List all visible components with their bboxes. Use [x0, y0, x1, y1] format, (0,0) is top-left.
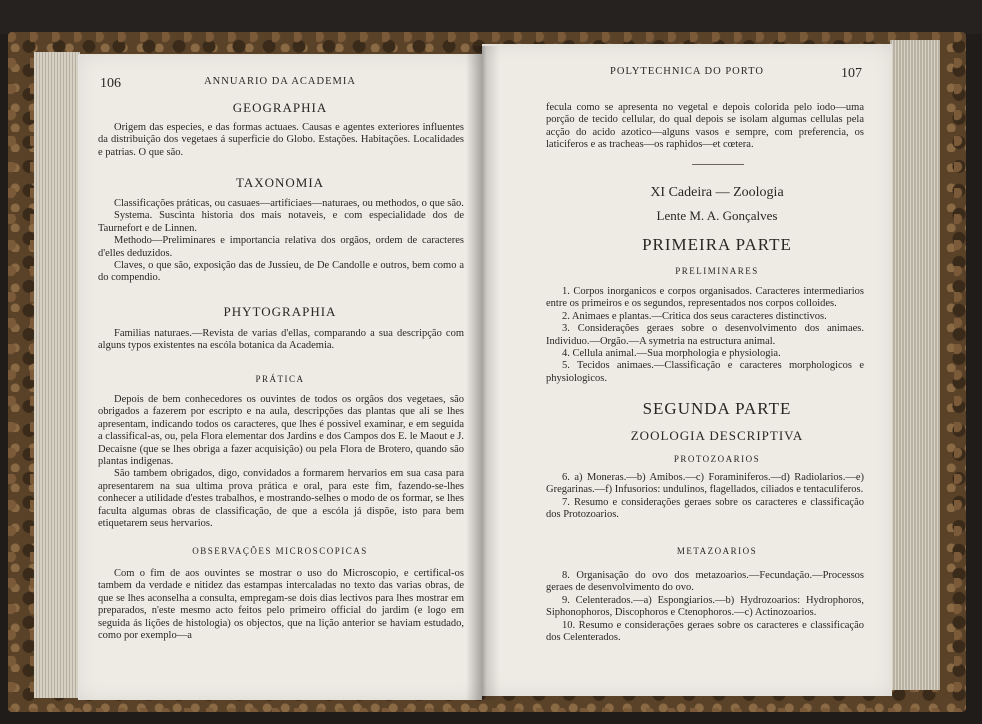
- background-top: [0, 0, 982, 34]
- lecturer-line: Lente M. A. Gonçalves: [656, 208, 778, 223]
- paragraph: Familias naturaes.—Revista de varias d'ellas, comparando a sua descripção com alguns typos existentes na escóla botanica da Academia.: [98, 328, 464, 352]
- list-item: 7. Resumo e considerações geraes sobre os caracteres e classificação dos Protozoarios.: [546, 496, 864, 521]
- left-page: [78, 54, 482, 700]
- section-body-pratica: [98, 394, 464, 530]
- section-title-geographia: GEOGRAPHIA: [232, 100, 328, 115]
- preliminares-title: PRELIMINARES: [675, 266, 759, 276]
- list-item: 2. Animaes e plantas.—Critica dos seus caracteres distinctivos.: [562, 310, 827, 322]
- section-body-observacoes: [98, 568, 464, 642]
- section-title-observacoes: OBSERVAÇÕES MICROSCOPICAS: [192, 546, 368, 556]
- intro-paragraph: [546, 102, 864, 152]
- list-item: 10. Resumo e considerações geraes sobre os caracteres e classificação dos Celenterados.: [546, 619, 864, 644]
- paragraph: Depois de bem conhecedores os ouvintes de todos os orgãos dos vegetaes, são obrigados a fazerem por escripto e na aula, descripções das plantas que ali se lhes apresentam, indicando todos os caracteres, que lhes é possivel examinar, e em seguida a classifical-as, ou, pela Flora elementar dos Jardins e dos Campos dos E. le Maout e J. Decaisne (que se lhes obriga a fazer acquisição) ou pela Flora de Brotero, quando são plantas indigenas.: [98, 394, 464, 468]
- metazoarios-title: METAZOARIOS: [676, 546, 758, 556]
- zoologia-title: ZOOLOGIA DESCRIPTIVA: [630, 428, 804, 443]
- metazoarios-list: [546, 570, 864, 644]
- right-running-head: POLYTECHNICA DO PORTO: [610, 66, 764, 77]
- section-title-taxonomia: TAXONOMIA: [235, 175, 325, 190]
- book-gutter: [466, 46, 500, 700]
- paragraph: fecula como se apresenta no vegetal e depois colorida pelo iodo—uma porção de tecido cellular, do qual depois se isolam algumas cellulas pela acção do acido azotico—alguns vasos e sempre, com preferencia, os laticiferos e as tracheas—os raphidos—et cœtera.: [546, 102, 864, 151]
- paragraph: Origem das especies, e das formas actuaes. Causas e agentes exteriores influentes da distribuição dos vegetaes á superficie do Globo. Estações. Habitações. Localidades e patrias. O que são.: [98, 122, 464, 158]
- paragraph: São tambem obrigados, digo, convidados a formarem hervarios em sua casa para apresentarem na sua ultima prova prática e oral, para este fim, fazendo-se-lhes conhecer a utilidade d'estes trabalhos, e mostrando-selhes o modo de os formar, se lhes faculta algumas obras de classificação, de que a escóla já dispõe, isto para bem etiquetarem seus hervarios.: [98, 468, 464, 530]
- list-item: 9. Celenterados.—a) Espongiarios.—b) Hydrozoarios: Hydrophoros, Siphonophoros, Discophoros e Ctenophoros.—c) Actinozoarios.: [546, 594, 864, 619]
- paragraph: Systema. Suscinta historia dos mais notaveis, e com especialidade dos de Taurnefort e de Linnen.: [98, 210, 464, 234]
- list-item: 1. Corpos inorganicos e corpos organisados. Caracteres intermediarios entre os primeiros e os segundos, representados nos corpos colloides.: [546, 286, 864, 310]
- page-stack-right: [890, 40, 940, 690]
- section-body-geographia: [98, 122, 464, 159]
- protozoarios-list: [546, 472, 864, 522]
- paragraph: Com o fim de aos ouvintes se mostrar o uso do Microscopio, e certifical-os tambem da verdade e nitidez das estampas intercaladas no texto das varias obras, de que se lhes aconselha a consulta, empregam-se dois dias lectivos para lhes mostrar em preparados, n'este mesmo acto feitos pelo primeiro official do jardim (e logo em seguida ás lições de histologia) os objectos, que na lição anterior se haviam estudado, como por exemplo—a: [98, 568, 464, 642]
- paragraph: Classificações práticas, ou casuaes—artificiaes—naturaes, ou methodos, o que são.: [114, 198, 464, 209]
- list-item: 6. a) Moneras.—b) Amibos.—c) Foraminiferos.—d) Radiolarios.—e) Gregarinas.—f) Infusorios: undulinos, flagellados, ciliados e tentaculiferos.: [546, 472, 864, 496]
- left-running-head: ANNUARIO DA ACADEMIA: [204, 76, 356, 87]
- separator-rule: [692, 164, 744, 165]
- list-item: 3. Considerações geraes sobre o desenvolvimento dos animaes. Individuo.—Orgão.—A symetria na estructura animal.: [546, 323, 864, 347]
- right-page-number: 107: [841, 66, 862, 81]
- preliminares-list: [546, 286, 864, 385]
- section-body-taxonomia: [98, 198, 464, 285]
- part-one-title: PRIMEIRA PARTE: [642, 235, 792, 254]
- page-stack-left: [34, 52, 80, 698]
- paragraph: Methodo—Preliminares e importancia relativa dos orgãos, ordem de caracteres d'elles deduzidos.: [98, 235, 464, 259]
- list-item: 8. Organisação do ovo dos metazoarios.—Fecundação.—Processos geraes de desenvolvimento do ovo.: [546, 570, 864, 594]
- paragraph: Claves, o que são, exposição das de Jussieu, de De Candolle e outros, bem como a do compendio.: [98, 260, 464, 284]
- left-page-number: 106: [100, 76, 121, 91]
- section-body-phytographia: [98, 328, 464, 353]
- right-page: [482, 44, 892, 696]
- part-two-title: SEGUNDA PARTE: [642, 399, 792, 418]
- section-title-pratica: PRÁTICA: [255, 374, 305, 384]
- chair-title: XI Cadeira — Zoologia: [650, 185, 784, 200]
- list-item: 4. Cellula animal.—Sua morphologia e physiologia.: [562, 348, 781, 360]
- section-title-phytographia: PHYTOGRAPHIA: [223, 304, 337, 319]
- protozoarios-title: PROTOZOARIOS: [673, 454, 761, 464]
- list-item: 5. Tecidos animaes.—Classificação e caracteres morphologicos e physiologicos.: [546, 360, 864, 384]
